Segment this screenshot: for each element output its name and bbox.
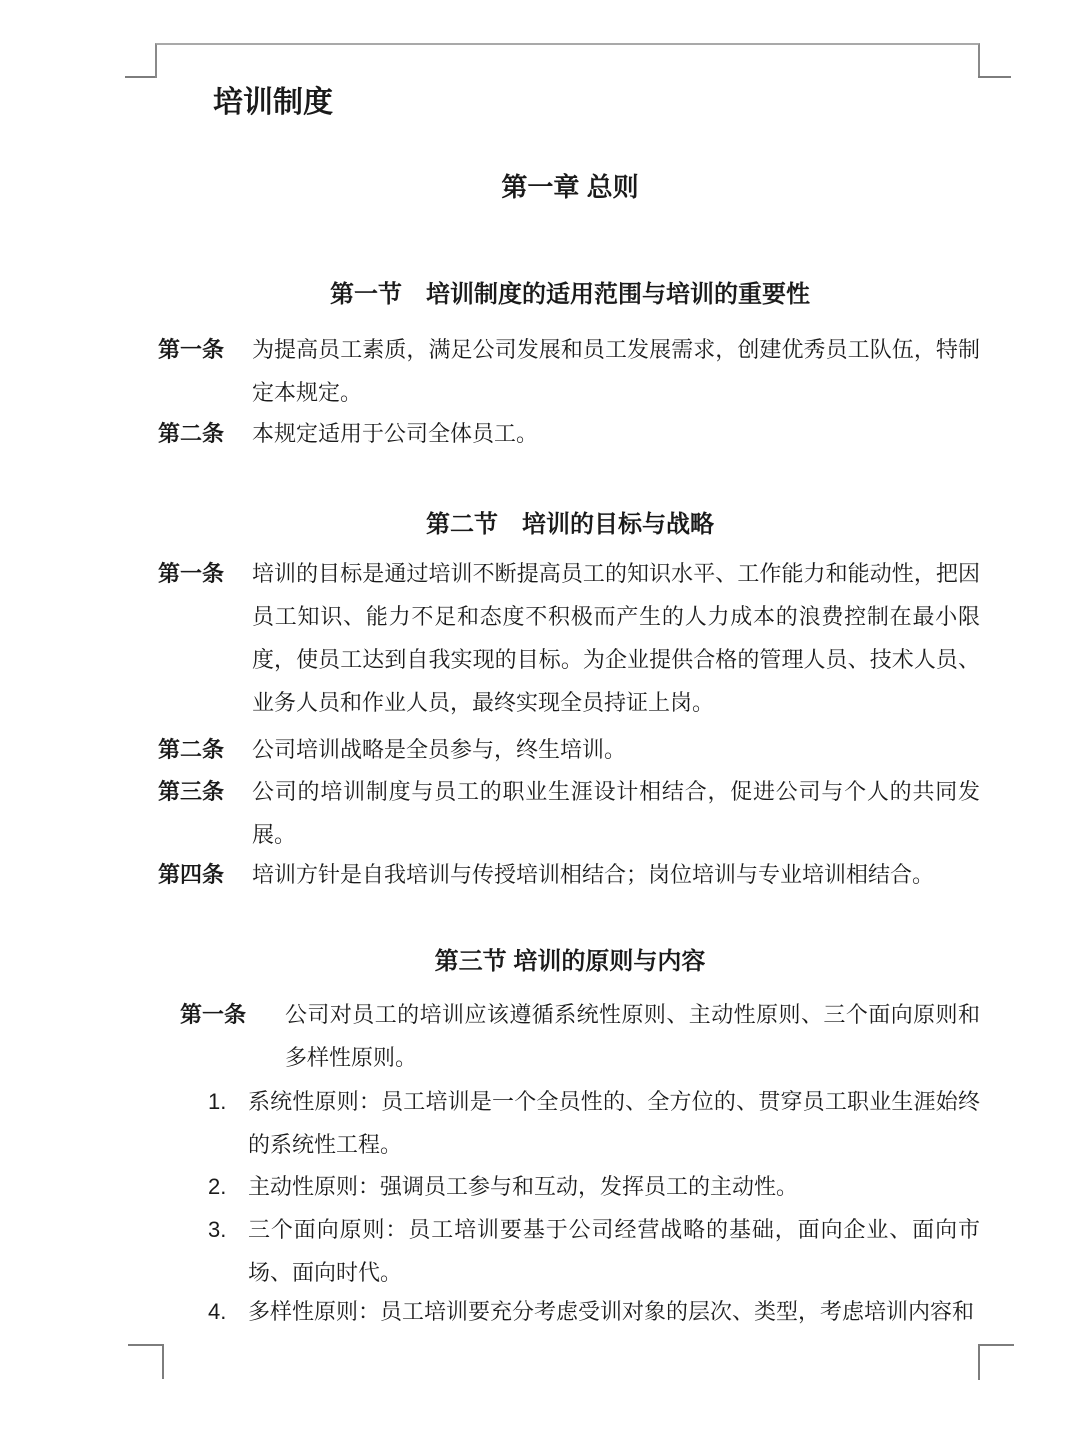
article-label: 第一条: [180, 1002, 247, 1027]
article-label: 第三条: [158, 779, 225, 804]
list-item-text: 系统性原则：员工培训是一个全员性的、全方位的、贯穿员工职业生涯始终的系统性工程。: [248, 1089, 980, 1157]
section-2-article-3: [158, 770, 980, 856]
section-1-article-2: [158, 412, 980, 455]
list-item-number: 2.: [208, 1174, 227, 1199]
section-2-article-4: [158, 853, 980, 896]
list-item-number: 3.: [208, 1217, 227, 1242]
section-2-article-1: [158, 552, 980, 724]
article-text: 公司的培训制度与员工的职业生涯设计相结合，促进公司与个人的共同发展。: [252, 779, 980, 847]
article-text: 公司对员工的培训应该遵循系统性原则、主动性原则、三个面向原则和多样性原则。: [285, 1002, 980, 1070]
crop-mark-top-right: [978, 76, 1011, 78]
article-text: 为提高员工素质，满足公司发展和员工发展需求，创建优秀员工队伍，特制定本规定。: [252, 337, 980, 405]
page-top-boundary-line: [155, 43, 980, 78]
article-text: 公司培训战略是全员参与，终生培训。: [252, 737, 627, 762]
principle-list-item-1: [208, 1080, 980, 1166]
list-item-text: 三个面向原则：员工培训要基于公司经营战略的基础，面向企业、面向市场、面向时代。: [248, 1217, 980, 1285]
article-label: 第一条: [158, 561, 225, 586]
chapter-heading: 第一章 总则: [501, 172, 639, 202]
list-item-number: 1.: [208, 1089, 227, 1114]
article-label: 第二条: [158, 421, 225, 446]
section-3-heading: 第三节 培训的原则与内容: [434, 948, 706, 975]
article-text: 本规定适用于公司全体员工。: [252, 421, 539, 446]
principle-list-item-2: [208, 1165, 980, 1208]
section-2-article-2: [158, 728, 980, 771]
list-item-number: 4.: [208, 1299, 227, 1324]
principle-list-item-3: [208, 1208, 980, 1294]
crop-mark-bottom-left: [128, 1344, 164, 1379]
section-1-article-1: [158, 328, 980, 414]
article-label: 第四条: [158, 862, 225, 887]
section-2-heading: 第二节 培训的目标与战略: [426, 511, 714, 538]
crop-mark-top-left: [125, 76, 155, 78]
article-text: 培训的目标是通过培训不断提高员工的知识水平、工作能力和能动性，把因员工知识、能力不足和态度不积极而产生的人力成本的浪费控制在最小限度，使员工达到自我实现的目标。为企业提供合格的管理人员、技术人员、业务人员和作业人员，最终实现全员持证上岗。: [252, 561, 980, 715]
section-1-heading: 第一节 培训制度的适用范围与培训的重要性: [330, 281, 810, 308]
article-text: 培训方针是自我培训与传授培训相结合；岗位培训与专业培训相结合。: [252, 862, 935, 887]
crop-mark-bottom-right: [978, 1344, 1014, 1380]
article-label: 第二条: [158, 737, 225, 762]
list-item-text: 多样性原则：员工培训要充分考虑受训对象的层次、类型，考虑培训内容和: [248, 1299, 975, 1324]
article-label: 第一条: [158, 337, 225, 362]
principle-list-item-4: [208, 1290, 980, 1333]
section-3-article-1: [180, 993, 980, 1079]
list-item-text: 主动性原则：强调员工参与和互动，发挥员工的主动性。: [248, 1174, 799, 1199]
document-title: 培训制度: [213, 86, 333, 119]
